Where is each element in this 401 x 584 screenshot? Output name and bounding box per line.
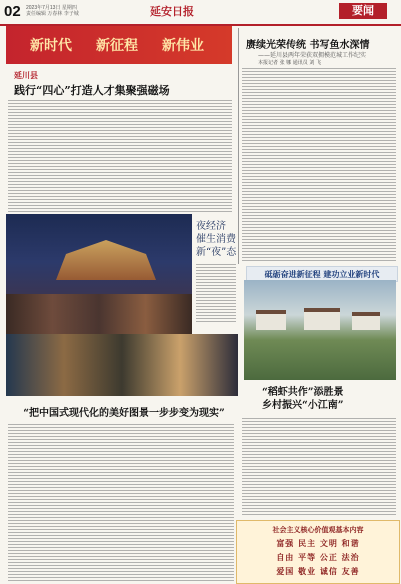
right-body-text [242,66,396,262]
village-headline: “稻虾共作”添胜景 乡村振兴“小江南” [262,387,344,411]
bottom-body-text [8,422,234,582]
column-divider [238,28,239,264]
banner-part-3: 新伟业 [162,38,204,54]
night-market-photo [6,214,192,334]
slogan-banner: 砥砺奋进新征程 建功立业新时代 [246,266,398,282]
house-shape [304,308,340,330]
right-byline: 本报记者 张 娜 通讯员 刘 飞 [258,60,321,66]
left-headline: 践行“四心”打造人才集聚强磁场 [14,84,170,97]
house-shape [256,310,286,330]
night-scene-photo [6,334,238,396]
core-values-row: 自由 平等 公正 法治 [276,552,360,562]
photo-caption-text [196,262,236,322]
village-body-text [242,416,396,516]
crowd-shape [6,294,192,334]
house-shape [352,312,380,330]
right-subhead: ——延川县两年荣获双拥模范城工作纪实 [258,52,367,59]
left-kicker: 延川县 [14,70,38,80]
banner [6,26,232,64]
right-headline: 赓续光荣传统 书写鱼水深情 [246,40,370,51]
core-values-box [236,520,400,584]
page-number: 02 [4,3,21,20]
banner-part-1: 新时代 [30,38,72,54]
core-values-row: 富强 民主 文明 和谐 [276,538,360,548]
issue-info: 2023年7月13日 星期四 责任编辑 万春林 李子城 [26,5,79,17]
core-values-title: 社会主义核心价值观基本内容 [272,526,364,534]
newspaper-logo: 延安日报 [150,5,194,18]
section-label: 要闻 [339,3,387,19]
left-body-text [8,98,232,212]
village-photo [244,280,396,380]
gate-shape [56,240,156,280]
bottom-headline: “把中国式现代化的美好图景一步步变为现实” [23,408,225,419]
photo-title: 夜经济 催生消费 新“夜”态 [196,221,237,258]
banner-part-2: 新征程 [96,38,138,54]
core-values-row: 爱国 敬业 诚信 友善 [276,566,360,576]
